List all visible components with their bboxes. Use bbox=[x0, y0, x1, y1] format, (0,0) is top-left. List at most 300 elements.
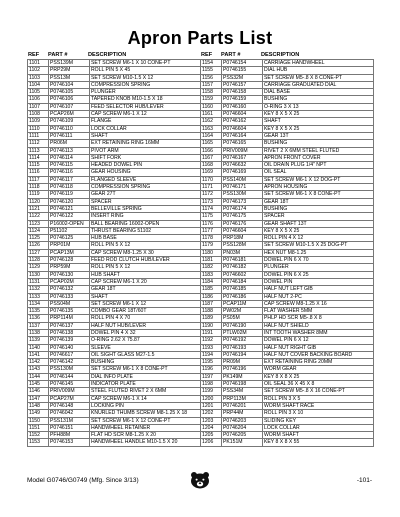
table-row bbox=[28, 205, 201, 212]
table-row bbox=[28, 103, 201, 110]
part-number-cell: P0746155 bbox=[222, 67, 263, 74]
table-row bbox=[201, 439, 374, 446]
description-cell: COMBO GEAR 18T/60T bbox=[90, 308, 201, 315]
ref-cell: 1162 bbox=[201, 118, 222, 125]
description-cell: LOCKING PIN bbox=[90, 402, 201, 409]
table-row bbox=[201, 271, 374, 278]
ref-cell: 1143 bbox=[28, 366, 49, 373]
table-row bbox=[28, 191, 201, 198]
part-number-cell: P0746198 bbox=[222, 381, 263, 388]
ref-cell: 1119 bbox=[28, 191, 49, 198]
description-cell: O-RING 2.62 X 75.87 bbox=[90, 337, 201, 344]
part-number-cell: P0746192 bbox=[222, 337, 263, 344]
ref-cell: 1117 bbox=[28, 176, 49, 183]
model-label: Model G0746/G0749 (Mfg. Since 3/13) bbox=[27, 477, 139, 484]
table-row bbox=[201, 410, 374, 417]
ref-cell: 1182 bbox=[201, 264, 222, 271]
part-number-cell: P0746190 bbox=[222, 322, 263, 329]
ref-cell: 1194 bbox=[201, 351, 222, 358]
table-row bbox=[28, 176, 201, 183]
ref-cell: 1109 bbox=[28, 118, 49, 125]
part-number-cell: P0746139 bbox=[49, 337, 90, 344]
part-number-cell: PCAP13M bbox=[49, 249, 90, 256]
description-cell: SET SCREW M6-1 X 8 CONE-PT bbox=[263, 191, 374, 198]
table-row bbox=[201, 329, 374, 336]
table-row bbox=[201, 351, 374, 358]
ref-cell: 1187 bbox=[201, 300, 222, 307]
description-cell: TAPERED KNOB M10-1.5 X 18 bbox=[90, 96, 201, 103]
table-row bbox=[28, 67, 201, 74]
part-number-cell: PSS130M bbox=[49, 366, 90, 373]
table-row bbox=[201, 96, 374, 103]
table-row bbox=[28, 388, 201, 395]
description-cell: DIAL BASE bbox=[263, 89, 374, 96]
part-number-cell: P0746158 bbox=[222, 89, 263, 96]
part-number-cell: P0746122 bbox=[49, 213, 90, 220]
description-cell: CARRIAGE HANDWHEEL bbox=[263, 60, 374, 67]
part-number-cell: P0746194 bbox=[222, 351, 263, 358]
ref-cell: 1157 bbox=[201, 81, 222, 88]
part-number-cell: P0746165 bbox=[222, 140, 263, 147]
table-row bbox=[28, 147, 201, 154]
table-row bbox=[201, 249, 374, 256]
ref-cell: 1185 bbox=[201, 286, 222, 293]
description-cell: SET SCREW M6-1 X 12 DOG-PT bbox=[263, 176, 374, 183]
ref-cell: 1120 bbox=[28, 198, 49, 205]
part-number-cell: P0746128 bbox=[49, 257, 90, 264]
description-cell: GEAR SHAFT 13T bbox=[263, 220, 374, 227]
part-number-cell: PSS130M bbox=[222, 191, 263, 198]
table-row bbox=[28, 111, 201, 118]
table-row bbox=[28, 184, 201, 191]
description-cell: KEY 8 X 5 X 25 bbox=[263, 125, 374, 132]
description-cell: PHLP HD SCR M5-.8 X 8 bbox=[263, 315, 374, 322]
column-header bbox=[200, 47, 374, 59]
part-number-cell: P0746160 bbox=[222, 103, 263, 110]
description-cell: RIVET 2 X 6MM STEEL FLUTED bbox=[263, 147, 374, 154]
description-cell: KEY 8 X 5 X 25 bbox=[263, 227, 374, 234]
ref-cell: 1145 bbox=[28, 381, 49, 388]
ref-cell: 1129 bbox=[28, 264, 49, 271]
table-row bbox=[28, 329, 201, 336]
part-number-cell: P0746104 bbox=[49, 81, 90, 88]
part-number-cell: P0746176 bbox=[222, 220, 263, 227]
description-cell: ROLL PIN 5 X 45 bbox=[90, 67, 201, 74]
table-row bbox=[28, 125, 201, 132]
part-number-cell: P0746132 bbox=[49, 286, 90, 293]
description-cell: SHAFT bbox=[263, 118, 374, 125]
part-number-cell: P0746175 bbox=[222, 213, 263, 220]
part-number-cell: P0746109 bbox=[49, 118, 90, 125]
description-cell: PIVOT ARM bbox=[90, 147, 201, 154]
table-row bbox=[28, 118, 201, 125]
part-number-cell: PK151M bbox=[222, 439, 263, 446]
part-number-cell: PFH88M bbox=[49, 432, 90, 439]
ref-cell: 1204 bbox=[201, 424, 222, 431]
part-number-cell: P0746133 bbox=[49, 293, 90, 300]
part-number-cell: P0746107 bbox=[49, 103, 90, 110]
ref-cell: 1183 bbox=[201, 271, 222, 278]
part-number-cell: PRP29M bbox=[49, 67, 90, 74]
table-row bbox=[201, 337, 374, 344]
ref-cell: 1135 bbox=[28, 308, 49, 315]
ref-cell: 1190 bbox=[201, 322, 222, 329]
part-number-cell: P0746203 bbox=[222, 417, 263, 424]
part-number-cell: P0746138 bbox=[49, 329, 90, 336]
ref-cell: 1151 bbox=[28, 424, 49, 431]
part-number-cell: PRP18M bbox=[222, 235, 263, 242]
table-row bbox=[201, 235, 374, 242]
part-number-cell: P0746106 bbox=[49, 96, 90, 103]
ref-cell: 1153 bbox=[28, 439, 49, 446]
description-cell: HALF NUT 2-PC bbox=[263, 293, 374, 300]
description-cell: SET SCREW M5-.8 X 8 CONE-PT bbox=[263, 74, 374, 81]
table-row bbox=[201, 315, 374, 322]
part-number-cell: PSS131M bbox=[49, 417, 90, 424]
part-number-cell: P0746184 bbox=[222, 278, 263, 285]
ref-cell: 1179 bbox=[201, 242, 222, 249]
description-cell: OIL SEAL 36 X 45 X 8 bbox=[263, 381, 374, 388]
ref-cell: 1123 bbox=[28, 220, 49, 227]
table-row bbox=[28, 169, 201, 176]
ref-cell: 1193 bbox=[201, 344, 222, 351]
ref-cell: 1199 bbox=[201, 388, 222, 395]
description-cell: FLAT WASHER 5MM bbox=[263, 308, 374, 315]
description-cell: FEED SELECTOR HUB/LEVER bbox=[90, 103, 201, 110]
description-cell: APRON FRONT COVER bbox=[263, 154, 374, 161]
ref-cell: 1201 bbox=[201, 402, 222, 409]
description-cell: HALF NUT COVER BACKING BOARD bbox=[263, 351, 374, 358]
part-number-cell: PSS128M bbox=[222, 242, 263, 249]
description-cell: STEEL FLUTED RIVET 2 X 6MM bbox=[90, 388, 201, 395]
description-cell: HEX NUT M8-1.25 bbox=[263, 249, 374, 256]
ref-cell: 1200 bbox=[201, 395, 222, 402]
ref-cell: 1124 bbox=[28, 227, 49, 234]
description-cell: O-RING 3 X 13 bbox=[263, 103, 374, 110]
table-row bbox=[28, 395, 201, 402]
description-cell: DOWEL PIN 4 X 32 bbox=[90, 329, 201, 336]
description-cell: SHAFT bbox=[90, 293, 201, 300]
description-cell: SET SCREW M10-1.5 X 12 bbox=[90, 74, 201, 81]
description-cell: CARRIAGE GRADUATED DIAL bbox=[263, 81, 374, 88]
table-row bbox=[28, 60, 201, 67]
description-cell: HEADED DOWEL PIN bbox=[90, 162, 201, 169]
ref-cell: 1171 bbox=[201, 184, 222, 191]
part-number-cell: P0746185 bbox=[222, 286, 263, 293]
description-cell: CAP SCREW M6-1 X 14 bbox=[90, 395, 201, 402]
table-row bbox=[28, 315, 201, 322]
description-cell: PLUNGER bbox=[90, 89, 201, 96]
ref-cell: 1147 bbox=[28, 395, 49, 402]
table-row bbox=[201, 359, 374, 366]
ref-cell: 1104 bbox=[28, 81, 49, 88]
description-cell: HALF NUT SHIELD bbox=[263, 322, 374, 329]
part-number-cell: PCAP02M bbox=[49, 278, 90, 285]
description-cell: DOWEL PIN bbox=[263, 278, 374, 285]
part-number-cell: P0746157 bbox=[222, 81, 263, 88]
table-row bbox=[201, 154, 374, 161]
ref-cell: 1118 bbox=[28, 184, 49, 191]
ref-cell: 1133 bbox=[28, 293, 49, 300]
ref-cell: 1152 bbox=[28, 432, 49, 439]
table-row bbox=[201, 147, 374, 154]
table-row bbox=[28, 439, 201, 446]
ref-cell: 1158 bbox=[201, 89, 222, 96]
part-number-cell: PSS140M bbox=[222, 176, 263, 183]
table-row bbox=[28, 337, 201, 344]
part-number-cell: PRP01M bbox=[49, 242, 90, 249]
table-row bbox=[28, 286, 201, 293]
ref-cell: 1173 bbox=[201, 198, 222, 205]
description-cell: OIL DRAIN PLUG 1/4" NPT bbox=[263, 162, 374, 169]
ref-cell: 1131 bbox=[28, 278, 49, 285]
part-number-cell: P0746151 bbox=[49, 424, 90, 431]
page-number: -101- bbox=[356, 477, 372, 484]
table-row bbox=[28, 89, 201, 96]
part-number-cell: P0746154 bbox=[222, 60, 263, 67]
ref-cell: 1197 bbox=[201, 373, 222, 380]
column-header bbox=[27, 47, 201, 59]
part-number-cell: PSS04M bbox=[49, 300, 90, 307]
description-cell: FLAT HD SCR M8-1.25 X 20 bbox=[90, 432, 201, 439]
part-number-cell: PCAP27M bbox=[49, 395, 90, 402]
ref-cell: 1107 bbox=[28, 103, 49, 110]
table-row bbox=[201, 300, 374, 307]
description-cell: WORM SHAFT RACE bbox=[263, 402, 374, 409]
ref-cell: 1121 bbox=[28, 205, 49, 212]
ref-cell: 1141 bbox=[28, 351, 49, 358]
description-cell: SLEEVE bbox=[90, 344, 201, 351]
table-row bbox=[28, 132, 201, 139]
ref-cell: 1112 bbox=[28, 140, 49, 147]
ref-cell: 1167 bbox=[201, 154, 222, 161]
description-cell: DIAL HUB bbox=[263, 67, 374, 74]
part-number-cell: PRIV009M bbox=[49, 388, 90, 395]
part-header: PART # bbox=[221, 52, 241, 58]
table-row bbox=[28, 417, 201, 424]
ref-cell: 1184 bbox=[201, 278, 222, 285]
part-number-cell: P0746171 bbox=[222, 184, 263, 191]
description-cell: ROLL PIN 5 X 12 bbox=[90, 264, 201, 271]
table-row bbox=[28, 366, 201, 373]
description-cell: ROLL PIN 5 X 12 bbox=[90, 242, 201, 249]
description-cell: SHAFT bbox=[90, 132, 201, 139]
ref-cell: 1140 bbox=[28, 344, 49, 351]
description-cell: DOWEL PIN 6 X 12 bbox=[263, 337, 374, 344]
description-cell: GEAR 27T bbox=[90, 191, 201, 198]
description-cell: HALF NUT RIGHT GIB bbox=[263, 344, 374, 351]
table-row bbox=[28, 359, 201, 366]
ref-cell: 1166 bbox=[201, 147, 222, 154]
table-row bbox=[28, 213, 201, 220]
ref-cell: 1206 bbox=[201, 439, 222, 446]
description-cell: FLANGED SLEEVE bbox=[90, 176, 201, 183]
description-cell: GEAR HOUSING bbox=[90, 169, 201, 176]
part-number-cell: P0746602 bbox=[222, 271, 263, 278]
parts-column-right bbox=[200, 47, 374, 447]
ref-cell: 1178 bbox=[201, 235, 222, 242]
part-number-cell: P0746110 bbox=[49, 125, 90, 132]
description-cell: FLANGE bbox=[90, 118, 201, 125]
ref-cell: 1203 bbox=[201, 417, 222, 424]
ref-cell: 1113 bbox=[28, 147, 49, 154]
ref-cell: 1188 bbox=[201, 308, 222, 315]
ref-cell: 1149 bbox=[28, 410, 49, 417]
part-number-cell: P16002-OPEN bbox=[49, 220, 90, 227]
description-cell: SET SCREW M6-1 X 8 CONE-PT bbox=[90, 366, 201, 373]
table-row bbox=[201, 140, 374, 147]
part-number-cell: P0746153 bbox=[49, 439, 90, 446]
ref-cell: 1195 bbox=[201, 359, 222, 366]
part-number-cell: P0746116 bbox=[49, 169, 90, 176]
ref-cell: 1108 bbox=[28, 111, 49, 118]
part-number-cell: P0746173 bbox=[222, 198, 263, 205]
description-cell: CAP SCREW M6-1 X 12 bbox=[90, 111, 201, 118]
ref-header: REF bbox=[28, 52, 40, 58]
description-cell: CAP SCREW M8-1.25 X 16 bbox=[263, 300, 374, 307]
table-row bbox=[28, 293, 201, 300]
part-number-cell: P0746135 bbox=[49, 308, 90, 315]
table-row bbox=[28, 308, 201, 315]
part-number-cell: PR06M bbox=[49, 140, 90, 147]
part-number-cell: PRIV009M bbox=[222, 147, 263, 154]
ref-cell: 1148 bbox=[28, 402, 49, 409]
description-cell: GEAR 18T bbox=[90, 286, 201, 293]
description-cell: CAP SCREW M8-1.25 X 30 bbox=[90, 249, 201, 256]
part-number-cell: P0746120 bbox=[49, 198, 90, 205]
part-number-cell: P0746174 bbox=[222, 205, 263, 212]
part-number-cell: P0746117 bbox=[49, 176, 90, 183]
table-row bbox=[28, 271, 201, 278]
table-row bbox=[28, 322, 201, 329]
description-cell: EXT RETAINING RING 16MM bbox=[90, 140, 201, 147]
ref-cell: 1159 bbox=[201, 96, 222, 103]
table-row bbox=[28, 402, 201, 409]
description-cell: INSERT RING bbox=[90, 213, 201, 220]
description-cell: GEAR 13T bbox=[263, 132, 374, 139]
part-number-cell: P0746113 bbox=[49, 147, 90, 154]
description-cell: HUB SHAFT bbox=[90, 271, 201, 278]
description-cell: EXT RETAINING RING 20MM bbox=[263, 359, 374, 366]
table-row bbox=[28, 410, 201, 417]
table-row bbox=[201, 176, 374, 183]
ref-cell: 1136 bbox=[28, 315, 49, 322]
part-number-cell: P0746159 bbox=[222, 96, 263, 103]
table-row bbox=[201, 205, 374, 212]
ref-cell: 1139 bbox=[28, 337, 49, 344]
ref-cell: 1164 bbox=[201, 132, 222, 139]
description-cell: SET SCREW M5-.8 X 16 CONE-PT bbox=[263, 388, 374, 395]
table-row bbox=[28, 140, 201, 147]
table-row bbox=[28, 424, 201, 431]
table-row bbox=[201, 242, 374, 249]
description-cell: HALF NUT HUB/LEVER bbox=[90, 322, 201, 329]
ref-cell: 1165 bbox=[201, 140, 222, 147]
part-number-cell: P0746169 bbox=[222, 169, 263, 176]
table-row bbox=[201, 103, 374, 110]
ref-cell: 1132 bbox=[28, 286, 49, 293]
table-row bbox=[201, 125, 374, 132]
description-cell: WORM SHAFT bbox=[263, 432, 374, 439]
description-cell: BUSHING bbox=[263, 96, 374, 103]
description-cell: THRUST BEARING 51102 bbox=[90, 227, 201, 234]
part-number-cell: P0746604 bbox=[222, 125, 263, 132]
description-cell: ROLL PIN 3 X 5 bbox=[263, 395, 374, 402]
table-row bbox=[28, 300, 201, 307]
description-header: DESCRIPTION bbox=[261, 52, 300, 58]
part-number-cell: PSS34M bbox=[222, 388, 263, 395]
ref-cell: 1134 bbox=[28, 300, 49, 307]
part-number-cell: P0746148 bbox=[49, 402, 90, 409]
ref-cell: 1156 bbox=[201, 74, 222, 81]
ref-cell: 1186 bbox=[201, 293, 222, 300]
description-cell: SPACER bbox=[263, 213, 374, 220]
ref-cell: 1142 bbox=[28, 359, 49, 366]
table-row bbox=[201, 60, 374, 67]
table-row bbox=[201, 184, 374, 191]
part-number-cell: P0746142 bbox=[49, 359, 90, 366]
ref-cell: 1150 bbox=[28, 417, 49, 424]
table-row bbox=[201, 89, 374, 96]
description-cell: KEY 8 X 8 X 25 bbox=[263, 373, 374, 380]
ref-cell: 1111 bbox=[28, 132, 49, 139]
table-row bbox=[28, 162, 201, 169]
table-row bbox=[28, 344, 201, 351]
parts-column-left bbox=[27, 47, 201, 447]
ref-cell: 1189 bbox=[201, 315, 222, 322]
description-cell: SLIDING KEY bbox=[263, 417, 374, 424]
table-row bbox=[201, 417, 374, 424]
description-cell: ROLL PIN 4 X 70 bbox=[90, 315, 201, 322]
ref-cell: 1138 bbox=[28, 329, 49, 336]
ref-cell: 1161 bbox=[201, 111, 222, 118]
table-row bbox=[28, 154, 201, 161]
table-row bbox=[201, 432, 374, 439]
ref-cell: 1163 bbox=[201, 125, 222, 132]
part-number-cell: PRP59M bbox=[49, 264, 90, 271]
description-cell: COMPRESSION SPRING bbox=[90, 184, 201, 191]
part-number-cell: P0746196 bbox=[222, 366, 263, 373]
ref-cell: 1169 bbox=[201, 169, 222, 176]
table-row bbox=[201, 191, 374, 198]
ref-cell: 1168 bbox=[201, 162, 222, 169]
table-row bbox=[201, 424, 374, 431]
part-number-cell: PTLW02M bbox=[222, 329, 263, 336]
description-cell: BELLEVILLE SPRING bbox=[90, 205, 201, 212]
part-number-cell: P0746632 bbox=[222, 162, 263, 169]
table-row bbox=[201, 308, 374, 315]
description-cell: BALL BEARING 16002-OPEN bbox=[90, 220, 201, 227]
table-row bbox=[28, 264, 201, 271]
description-cell: BUSHING bbox=[263, 205, 374, 212]
table-row bbox=[28, 351, 201, 358]
part-number-cell: P0746604 bbox=[222, 111, 263, 118]
part-number-cell: P0746204 bbox=[222, 424, 263, 431]
ref-cell: 1170 bbox=[201, 176, 222, 183]
part-number-cell: P0746125 bbox=[49, 235, 90, 242]
part-number-cell: P0746121 bbox=[49, 205, 90, 212]
ref-cell: 1198 bbox=[201, 381, 222, 388]
table-row bbox=[28, 278, 201, 285]
part-number-cell: P0746145 bbox=[49, 381, 90, 388]
description-cell: BUSHING bbox=[90, 359, 201, 366]
part-number-cell: P0746105 bbox=[49, 89, 90, 96]
ref-cell: 1128 bbox=[28, 257, 49, 264]
ref-cell: 1155 bbox=[201, 67, 222, 74]
part-number-cell: P0746137 bbox=[49, 322, 90, 329]
part-number-cell: P0746140 bbox=[49, 344, 90, 351]
ref-cell: 1174 bbox=[201, 205, 222, 212]
